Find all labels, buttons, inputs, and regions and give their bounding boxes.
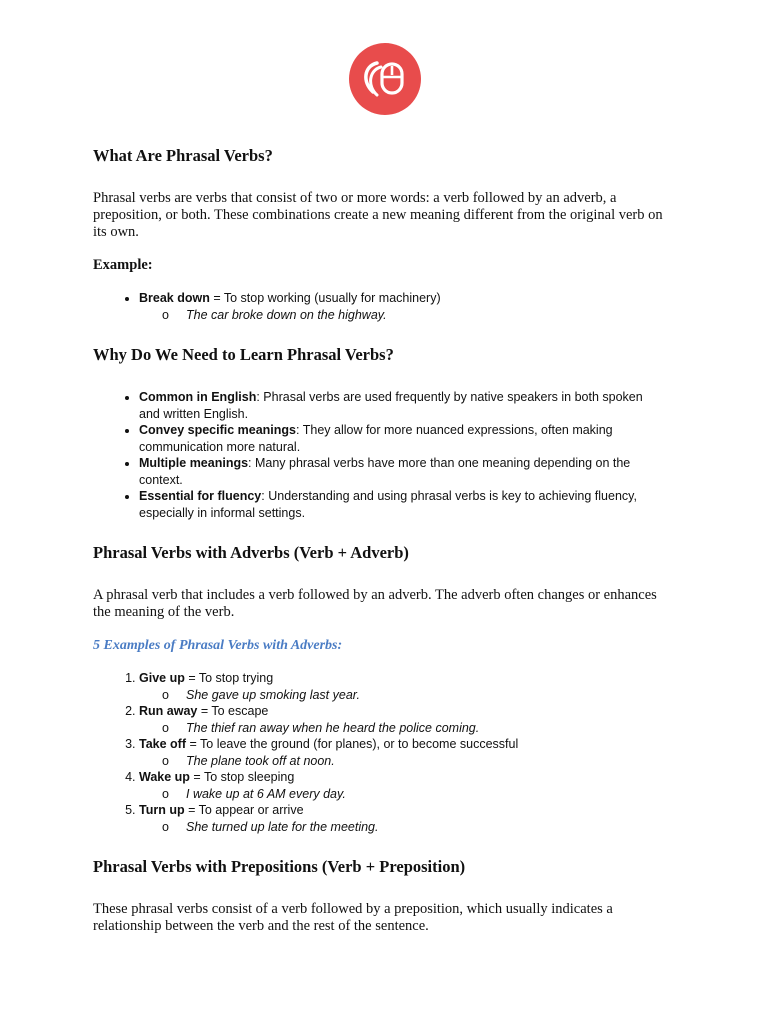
example-label: Example: — [93, 257, 153, 273]
list-item — [139, 389, 663, 422]
definition: = To stop trying — [184, 671, 274, 685]
list-item — [139, 455, 663, 488]
adverb-examples-list — [93, 670, 663, 835]
list-item — [139, 422, 663, 455]
definition: = To appear or arrive — [184, 803, 304, 817]
example-sentence: o She gave up smoking last year. — [139, 687, 663, 704]
definition: = To escape — [197, 704, 269, 718]
example-sentence: o The car broke down on the highway. — [139, 307, 663, 324]
description: : Understanding and using phrasal verbs is key to achieving fluency, especially in informal settings. — [139, 489, 637, 520]
list-item — [139, 670, 663, 703]
examples-subheading: 5 Examples of Phrasal Verbs with Adverbs: — [93, 638, 343, 653]
term: Common in English — [139, 390, 257, 404]
definition: = To stop sleeping — [189, 770, 295, 784]
list-item — [139, 769, 663, 802]
section-title: What Are Phrasal Verbs? — [93, 146, 273, 165]
document-content — [93, 146, 663, 951]
section-intro: A phrasal verb that includes a verb followed by an adverb. The adverb often changes or enhances the meaning of the verb. — [93, 587, 657, 620]
term: Run away — [139, 704, 198, 718]
description: : Many phrasal verbs have more than one meaning depending on the context. — [139, 456, 631, 487]
description: : They allow for more nuanced expressions, often making communication more natural. — [139, 423, 613, 454]
list-item — [139, 736, 663, 769]
mouse-cursor-logo-icon — [348, 42, 422, 116]
description: : Phrasal verbs are used frequently by native speakers in both spoken and written English. — [139, 390, 643, 421]
definition: = To leave the ground (for planes), or to become successful — [186, 737, 519, 751]
term: Multiple meanings — [139, 456, 249, 470]
term: Take off — [139, 737, 186, 751]
term: Convey specific meanings — [139, 423, 297, 437]
section-intro: These phrasal verbs consist of a verb followed by a preposition, which usually indicates a relationship between the verb and the rest of the sentence. — [93, 901, 613, 934]
term: Break down — [139, 291, 210, 305]
list-item — [139, 802, 663, 835]
example-sentence: o I wake up at 6 AM every day. — [139, 786, 663, 803]
term: Turn up — [139, 803, 185, 817]
section-title: Phrasal Verbs with Prepositions (Verb + Preposition) — [93, 857, 466, 876]
list-item — [139, 488, 663, 521]
section-title: Phrasal Verbs with Adverbs (Verb + Adverb) — [93, 543, 409, 562]
reasons-list — [93, 389, 663, 521]
definition: = To stop working (usually for machinery) — [209, 291, 441, 305]
example-sentence: o She turned up late for the meeting. — [139, 819, 663, 836]
section-intro: Phrasal verbs are verbs that consist of two or more words: a verb followed by an adverb, a preposition, or both. These combinations create a new meaning different from the original verb on its own. — [93, 190, 663, 240]
list-item — [139, 703, 663, 736]
term: Give up — [139, 671, 185, 685]
section-title: Why Do We Need to Learn Phrasal Verbs? — [93, 345, 394, 364]
term: Wake up — [139, 770, 190, 784]
example-sentence: o The thief ran away when he heard the police coming. — [139, 720, 663, 737]
example-sentence: o The plane took off at noon. — [139, 753, 663, 770]
list-item — [139, 290, 663, 323]
term: Essential for fluency — [139, 489, 262, 503]
example-list — [93, 290, 663, 323]
